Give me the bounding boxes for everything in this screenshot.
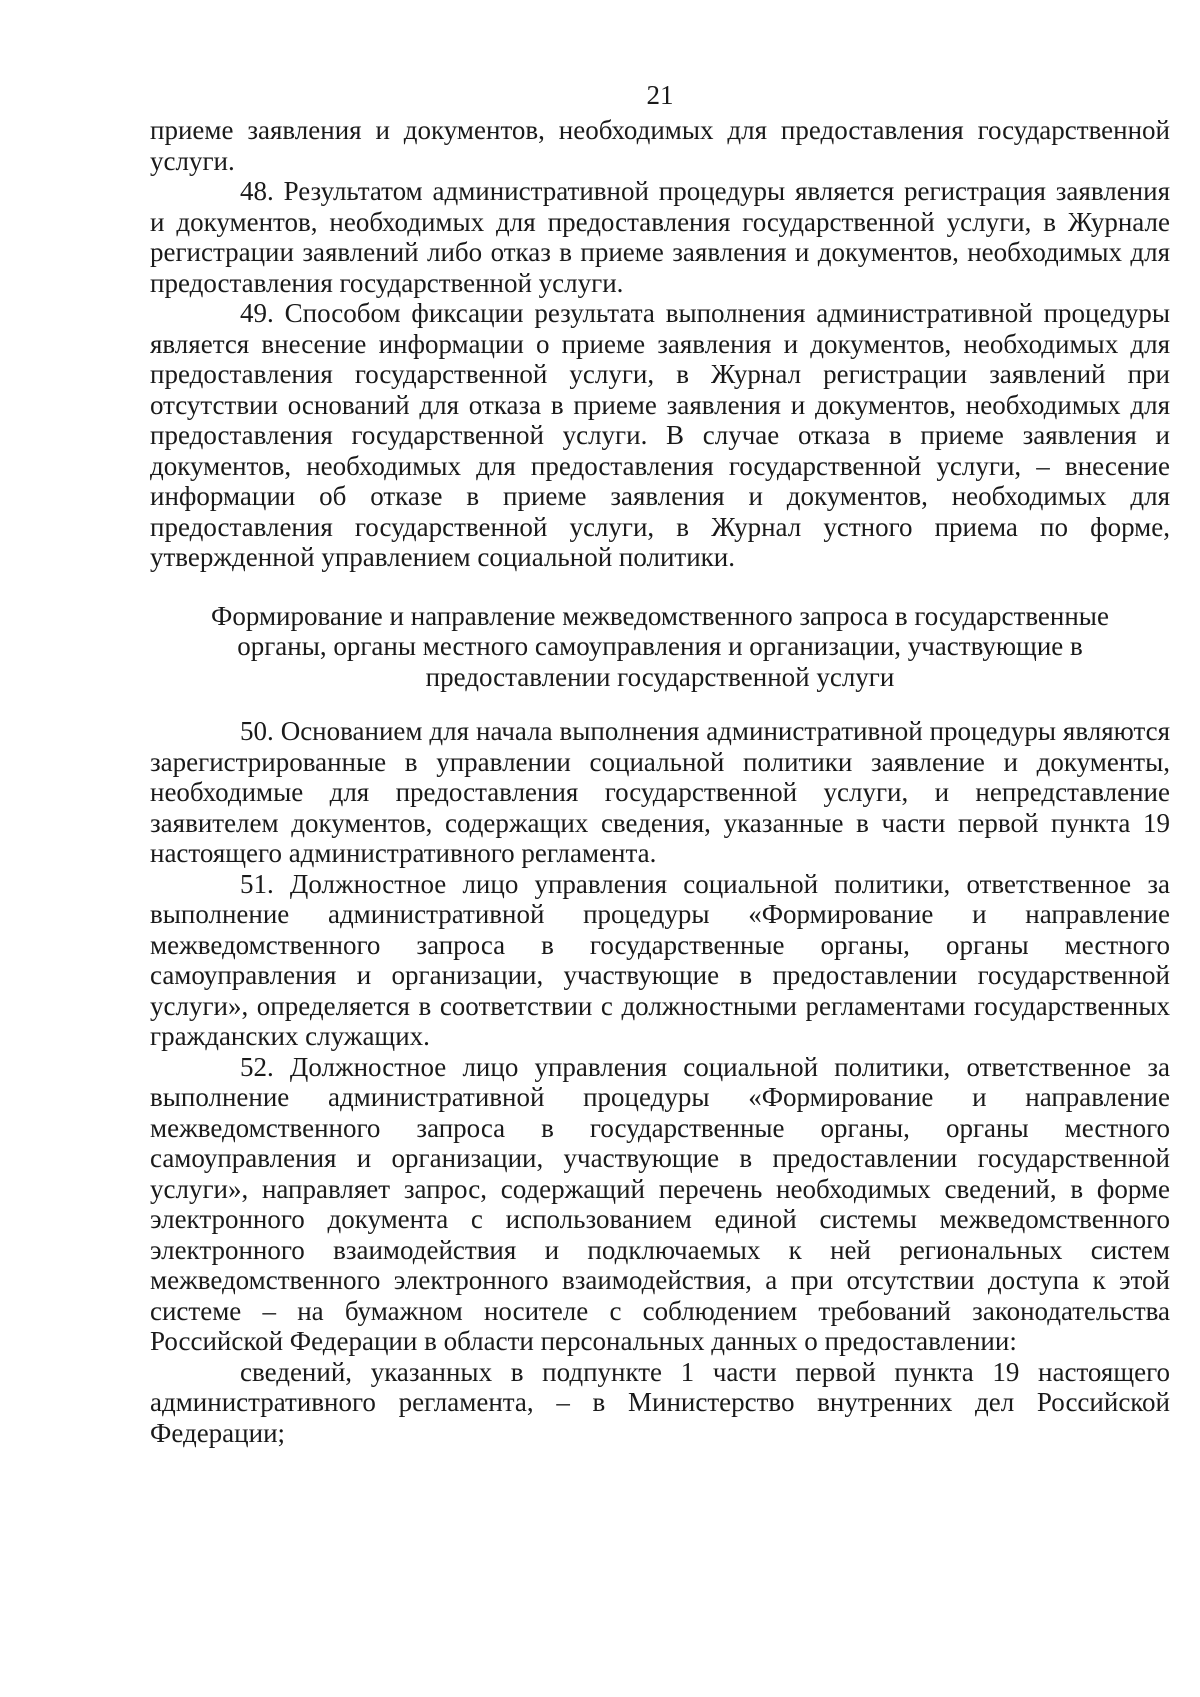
paragraph-50: 50. Основанием для начала выполнения административной процедуры являются зарегистрированные в управлении социальной политики заявление и документы, необходимые для предоставления государственной услуги, и непредставление заявителем документов, содержащих сведения, указанные в части первой пункта 19 настоящего административного регламента. bbox=[150, 716, 1170, 868]
paragraph-51: 51. Должностное лицо управления социальной политики, ответственное за выполнение административной процедуры «Формирование и направление межведомственного запроса в государственные органы, органы местного самоуправления и организации, участвующие в предоставлении государственной услуги», определяется в соответствии с должностными регламентами государственных гражданских служащих. bbox=[150, 868, 1170, 1051]
paragraph-continuation: приеме заявления и документов, необходимых для предоставления государственной услуги. bbox=[150, 115, 1170, 176]
document-body bbox=[150, 115, 1170, 1448]
paragraph-52-item: сведений, указанных в подпункте 1 части первой пункта 19 настоящего административного регламента, – в Министерство внутренних дел Российской Федерации; bbox=[150, 1356, 1170, 1448]
page-number: 21 bbox=[646, 80, 674, 110]
paragraph-48: 48. Результатом административной процедуры является регистрация заявления и документов, необходимых для предоставления государственной услуги, в Журнале регистрации заявлений либо отказ в приеме заявления и документов, необходимых для предоставления государственной услуги. bbox=[150, 176, 1170, 298]
section-heading-line-1: Формирование и направление межведомственного запроса в государственные bbox=[211, 600, 1109, 631]
paragraph-49: 49. Способом фиксации результата выполнения административной процедуры является внесение информации о приеме заявления и документов, необходимых для предоставления государственной услуги, в Журнал регистрации заявлений при отсутствии оснований для отказа в приеме заявления и документов, необходимых для предоставления государственной услуги. В случае отказа в приеме заявления и документов, необходимых для предоставления государственной услуги, – внесение информации об отказе в приеме заявления и документов, необходимых для предоставления государственной услуги, в Журнал устного приема по форме, утвержденной управлением социальной политики. bbox=[150, 298, 1170, 572]
section-heading-line-2: органы, органы местного самоуправления и организации, участвующие в bbox=[237, 631, 1083, 661]
section-heading bbox=[150, 601, 1170, 693]
paragraph-52: 52. Должностное лицо управления социальной политики, ответственное за выполнение административной процедуры «Формирование и направление межведомственного запроса в государственные органы, органы местного самоуправления и организации, участвующие в предоставлении государственной услуги», направляет запрос, содержащий перечень необходимых сведений, в форме электронного документа с использованием единой системы межведомственного электронного взаимодействия и подключаемых к ней региональных систем межведомственного электронного взаимодействия, а при отсутствии доступа к этой системе – на бумажном носителе с соблюдением требований законодательства Российской Федерации в области персональных данных о предоставлении: bbox=[150, 1051, 1170, 1356]
section-heading-line-3: предоставлении государственной услуги bbox=[425, 661, 895, 692]
